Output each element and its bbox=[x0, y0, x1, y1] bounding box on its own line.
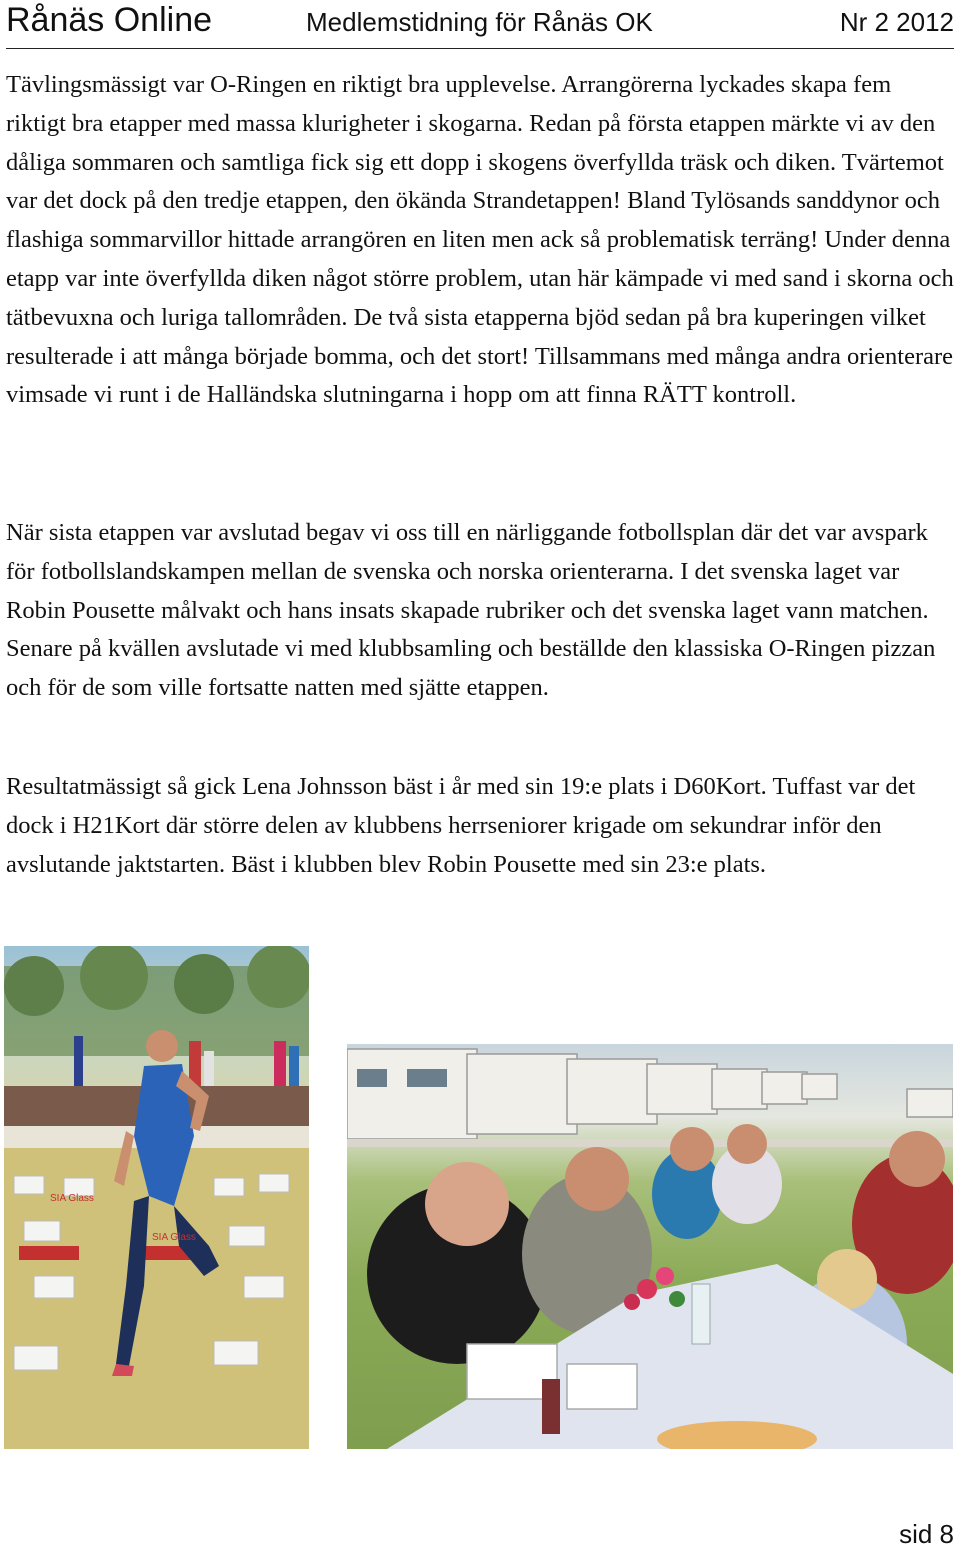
article-paragraph-1: Tävlingsmässigt var O-Ringen en riktigt bra upplevelse. Arrangörerna lyckades skapa fem riktigt bra etapper med massa klurigheter i skogarna. Redan på första etappen märkte vi av den dåliga sommaren och samtliga fick sig ett dopp i skogens överfyllda träsk och diken. Tvärtemot var det dock på den tredje etappen, den ökända Strandetappen! Bland Tylösands sanddynor och flashiga sommarvillor hittade arrangören en liten men ack så problematisk terräng! Under denna etapp var inte överfyllda diken något större problem, utan här kämpade vi med sand i skorna och tätbevuxna och luriga tallområden. De två sista etapperna bjöd sedan på bra kuperingen vilket resulterade i att många började bomma, och det stort! Tillsammans med många andra orienterare vimsade vi runt i de Halländska slutningarna i hopp om att finna RÄTT kontroll. bbox=[6, 71, 954, 409]
photo-runner-finish bbox=[4, 946, 309, 1449]
issue-number: Nr 2 2012 bbox=[839, 7, 954, 37]
banner-text-1: SIA Glass bbox=[50, 1193, 94, 1204]
banner-text-2: SIA Glass bbox=[152, 1232, 196, 1243]
article-paragraph-2: När sista etappen var avslutad begav vi oss till en närliggande fotbollsplan där det var avspark för fotbollslandskampen mellan de svenska och norska orienterarna. I det svenska laget var Robin Pousette målvakt och hans insats skapade rubriker och det svenska laget vann matchen. Senare på kvällen avslutade vi med klubbsamling och beställde den klassiska O-Ringen pizzan och för de som ville fortsatte natten med sjätte etappen. bbox=[6, 519, 936, 702]
camp-illustration bbox=[347, 1044, 953, 1449]
article-paragraph-3: Resultatmässigt så gick Lena Johnsson bäst i år med sin 19:e plats i D60Kort. Tuffast var det dock i H21Kort där större delen av klubbens herrseniorer krigade om sekundrar inför den avslutande jaktstarten. Bäst i klubben blev Robin Pousette med sin 23:e plats. bbox=[6, 773, 916, 878]
newsletter-title: Rånäs Online bbox=[6, 1, 213, 39]
page-number: sid 8 bbox=[899, 1519, 954, 1549]
newsletter-subtitle: Medlemstidning för Rånäs OK bbox=[306, 7, 653, 37]
photo-club-dinner bbox=[347, 1044, 953, 1449]
newsletter-header bbox=[6, 0, 954, 49]
